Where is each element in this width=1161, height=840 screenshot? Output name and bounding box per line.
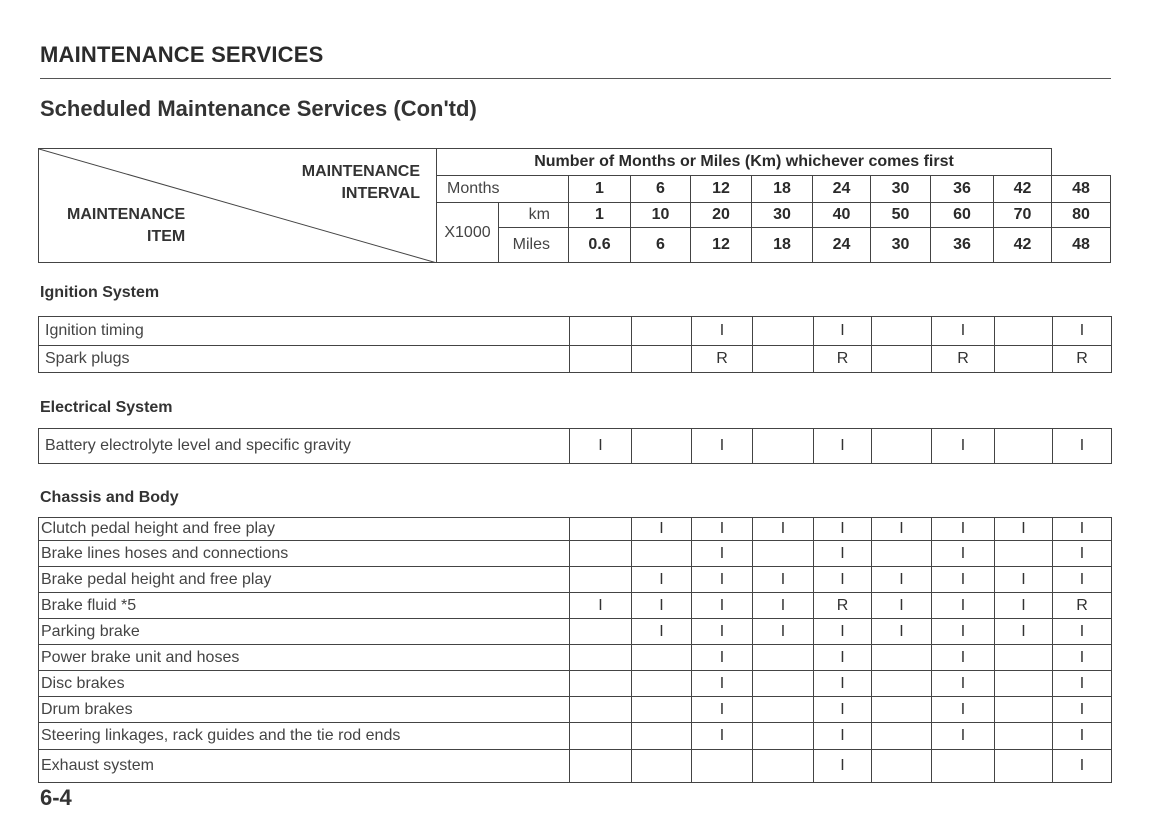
- mark-cell: I: [814, 317, 872, 346]
- mark-cell: I: [814, 750, 872, 783]
- mark-cell: I: [692, 593, 753, 619]
- section-title-chassis: Chassis and Body: [40, 489, 179, 506]
- mark-cell: [753, 723, 814, 750]
- month-cell: 18: [752, 176, 813, 203]
- mark-cell: I: [932, 541, 995, 567]
- mark-cell: [632, 346, 692, 373]
- month-cell: 1: [569, 176, 631, 203]
- month-cell: 36: [931, 176, 994, 203]
- mark-cell: [570, 346, 632, 373]
- mark-cell: [692, 750, 753, 783]
- table-row: [39, 317, 1112, 346]
- mark-cell: [632, 671, 692, 697]
- mark-cell: I: [1053, 567, 1112, 593]
- mark-cell: R: [1053, 346, 1112, 373]
- mark-cell: I: [753, 593, 814, 619]
- item-name: Brake pedal height and free play: [39, 567, 570, 593]
- mark-cell: I: [692, 723, 753, 750]
- item-name: Exhaust system: [39, 750, 570, 783]
- mark-cell: I: [814, 697, 872, 723]
- interval-banner: Number of Months or Miles (Km) whichever comes first: [437, 149, 1052, 176]
- mark-cell: I: [753, 619, 814, 645]
- miles-label: Miles: [499, 228, 569, 263]
- mark-cell: I: [753, 567, 814, 593]
- miles-cell: 48: [1052, 228, 1111, 263]
- page-title: MAINTENANCE SERVICES: [40, 42, 324, 67]
- months-label: Months: [437, 176, 569, 203]
- mark-cell: I: [632, 593, 692, 619]
- item-name: Parking brake: [39, 619, 570, 645]
- mark-cell: R: [814, 346, 872, 373]
- mark-cell: I: [692, 619, 753, 645]
- miles-cell: 6: [631, 228, 691, 263]
- table-row: [39, 567, 1112, 593]
- mark-cell: [570, 723, 632, 750]
- month-cell: 42: [994, 176, 1052, 203]
- month-cell: 30: [871, 176, 931, 203]
- mark-cell: I: [932, 567, 995, 593]
- mark-cell: I: [1053, 697, 1112, 723]
- title-divider: [40, 78, 1111, 79]
- mark-cell: I: [1053, 645, 1112, 671]
- mark-cell: I: [872, 619, 932, 645]
- item-name: Clutch pedal height and free play: [39, 518, 570, 541]
- mark-cell: [753, 645, 814, 671]
- mark-cell: [995, 671, 1053, 697]
- month-cell: 12: [691, 176, 752, 203]
- mark-cell: I: [814, 429, 872, 464]
- item-name: Power brake unit and hoses: [39, 645, 570, 671]
- km-cell: 50: [871, 203, 931, 228]
- mark-cell: [570, 645, 632, 671]
- mark-cell: I: [692, 429, 753, 464]
- mark-cell: [872, 346, 932, 373]
- header-corner-cell: [39, 149, 437, 263]
- mark-cell: [570, 317, 632, 346]
- mark-cell: [632, 541, 692, 567]
- mark-cell: I: [814, 541, 872, 567]
- mark-cell: [570, 567, 632, 593]
- month-cell: 24: [813, 176, 871, 203]
- mark-cell: I: [872, 518, 932, 541]
- item-name: Brake lines hoses and connections: [39, 541, 570, 567]
- mark-cell: I: [932, 645, 995, 671]
- mark-cell: [570, 619, 632, 645]
- km-cell: 60: [931, 203, 994, 228]
- item-name: Ignition timing: [39, 317, 570, 346]
- mark-cell: [570, 541, 632, 567]
- mark-cell: [753, 671, 814, 697]
- mark-cell: I: [632, 518, 692, 541]
- mark-cell: I: [932, 671, 995, 697]
- x1000-label: X1000: [437, 203, 499, 263]
- mark-cell: I: [872, 567, 932, 593]
- mark-cell: [872, 750, 932, 783]
- mark-cell: I: [692, 645, 753, 671]
- mark-cell: [632, 645, 692, 671]
- mark-cell: R: [932, 346, 995, 373]
- mark-cell: [632, 429, 692, 464]
- mark-cell: [570, 697, 632, 723]
- mark-cell: [753, 317, 814, 346]
- table-row: [39, 697, 1112, 723]
- mark-cell: I: [1053, 541, 1112, 567]
- mark-cell: [570, 518, 632, 541]
- month-cell: 6: [631, 176, 691, 203]
- section-title-ignition: Ignition System: [40, 284, 160, 301]
- mark-cell: I: [632, 567, 692, 593]
- maintenance-item-label: MAINTENANCE ITEM: [67, 206, 186, 245]
- mark-cell: I: [932, 619, 995, 645]
- mark-cell: I: [814, 645, 872, 671]
- mark-cell: I: [692, 541, 753, 567]
- miles-cell: 42: [994, 228, 1052, 263]
- miles-cell: 0.6: [569, 228, 631, 263]
- mark-cell: I: [995, 619, 1053, 645]
- mark-cell: I: [932, 697, 995, 723]
- mark-cell: I: [1053, 429, 1112, 464]
- miles-cell: 24: [813, 228, 871, 263]
- item-name: Steering linkages, rack guides and the tie rod ends: [39, 723, 570, 750]
- km-cell: 30: [752, 203, 813, 228]
- km-cell: 20: [691, 203, 752, 228]
- table-row: [39, 671, 1112, 697]
- mark-cell: I: [932, 429, 995, 464]
- miles-cell: 12: [691, 228, 752, 263]
- mark-cell: I: [692, 697, 753, 723]
- mark-cell: I: [995, 518, 1053, 541]
- page-subtitle: Scheduled Maintenance Services (Con'td): [40, 96, 477, 121]
- mark-cell: [753, 346, 814, 373]
- mark-cell: I: [932, 317, 995, 346]
- mark-cell: I: [1053, 723, 1112, 750]
- mark-cell: [872, 697, 932, 723]
- mark-cell: [632, 723, 692, 750]
- mark-cell: I: [692, 671, 753, 697]
- km-cell: 80: [1052, 203, 1111, 228]
- miles-cell: 36: [931, 228, 994, 263]
- mark-cell: [753, 541, 814, 567]
- table-row: [39, 346, 1112, 373]
- mark-cell: I: [570, 593, 632, 619]
- mark-cell: [995, 723, 1053, 750]
- mark-cell: [753, 429, 814, 464]
- table-row: [39, 541, 1112, 567]
- mark-cell: I: [995, 567, 1053, 593]
- table-row: [39, 750, 1112, 783]
- mark-cell: [753, 750, 814, 783]
- mark-cell: I: [814, 723, 872, 750]
- mark-cell: [995, 541, 1053, 567]
- page-number: 6-4: [40, 785, 72, 810]
- mark-cell: [872, 645, 932, 671]
- mark-cell: I: [814, 671, 872, 697]
- mark-cell: I: [1053, 750, 1112, 783]
- table-row: [39, 593, 1112, 619]
- mark-cell: I: [1053, 518, 1112, 541]
- mark-cell: I: [995, 593, 1053, 619]
- mark-cell: I: [932, 723, 995, 750]
- mark-cell: I: [692, 567, 753, 593]
- mark-cell: I: [692, 518, 753, 541]
- mark-cell: [872, 671, 932, 697]
- mark-cell: I: [1053, 619, 1112, 645]
- mark-cell: R: [692, 346, 753, 373]
- km-cell: 1: [569, 203, 631, 228]
- mark-cell: [995, 429, 1053, 464]
- table-row: [39, 518, 1112, 541]
- mark-cell: I: [932, 593, 995, 619]
- mark-cell: I: [692, 317, 753, 346]
- item-name: Battery electrolyte level and specific gravity: [39, 429, 570, 464]
- electrical-table: [38, 428, 1112, 464]
- mark-cell: I: [570, 429, 632, 464]
- mark-cell: [932, 750, 995, 783]
- km-cell: 10: [631, 203, 691, 228]
- mark-cell: I: [753, 518, 814, 541]
- mark-cell: [872, 317, 932, 346]
- mark-cell: I: [814, 567, 872, 593]
- mark-cell: I: [1053, 317, 1112, 346]
- mark-cell: I: [872, 593, 932, 619]
- mark-cell: I: [932, 518, 995, 541]
- mark-cell: I: [814, 518, 872, 541]
- interval-header-table: [38, 148, 1111, 263]
- mark-cell: [753, 697, 814, 723]
- chassis-table: [38, 517, 1112, 783]
- mark-cell: [872, 541, 932, 567]
- item-name: Brake fluid *5: [39, 593, 570, 619]
- ignition-table: [38, 316, 1112, 373]
- mark-cell: [570, 750, 632, 783]
- mark-cell: [872, 429, 932, 464]
- mark-cell: [632, 317, 692, 346]
- mark-cell: [995, 750, 1053, 783]
- section-title-electrical: Electrical System: [40, 399, 173, 416]
- table-row: [39, 429, 1112, 464]
- mark-cell: [632, 750, 692, 783]
- table-row: [39, 723, 1112, 750]
- mark-cell: R: [1053, 593, 1112, 619]
- km-cell: 70: [994, 203, 1052, 228]
- mark-cell: [632, 697, 692, 723]
- miles-cell: 30: [871, 228, 931, 263]
- mark-cell: [995, 346, 1053, 373]
- mark-cell: I: [814, 619, 872, 645]
- mark-cell: I: [1053, 671, 1112, 697]
- item-name: Disc brakes: [39, 671, 570, 697]
- mark-cell: [995, 697, 1053, 723]
- item-name: Drum brakes: [39, 697, 570, 723]
- mark-cell: [995, 645, 1053, 671]
- item-name: Spark plugs: [39, 346, 570, 373]
- month-cell: 48: [1052, 176, 1111, 203]
- mark-cell: R: [814, 593, 872, 619]
- miles-cell: 18: [752, 228, 813, 263]
- km-label: km: [499, 203, 569, 228]
- mark-cell: [995, 317, 1053, 346]
- km-cell: 40: [813, 203, 871, 228]
- mark-cell: I: [632, 619, 692, 645]
- mark-cell: [872, 723, 932, 750]
- mark-cell: [570, 671, 632, 697]
- table-row: [39, 619, 1112, 645]
- maintenance-interval-label: MAINTENANCE INTERVAL: [301, 163, 420, 202]
- table-row: [39, 645, 1112, 671]
